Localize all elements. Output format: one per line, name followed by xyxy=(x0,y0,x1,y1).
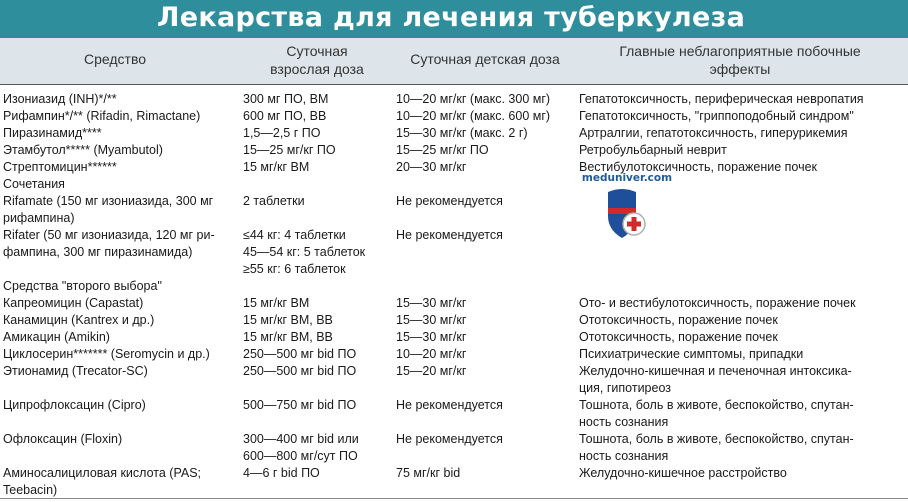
row-14-effects-line-0: Тошнота, боль в животе, беспокойство, спутан- xyxy=(579,398,854,412)
row-2-child: 15—30 мг/кг (макс. 2 г) xyxy=(396,126,528,140)
row-14-child: Не рекомендуется xyxy=(396,398,503,412)
row-16-child: 75 мг/кг bid xyxy=(396,466,461,480)
row-2-drug: Пиразинамид**** xyxy=(3,126,102,140)
meduniver-watermark xyxy=(572,172,682,244)
row-12-effects: Психиатрические симптомы, припадки xyxy=(579,347,804,361)
row-3-adult: 15—25 мг/кг ПО xyxy=(243,143,336,157)
shield-icon xyxy=(572,172,682,244)
header-side-effects-text: Главные неблагоприятные побочные эффекты xyxy=(619,43,861,77)
row-3-effects: Ретробульбарный неврит xyxy=(579,143,727,157)
row-13-effects-line-1: ция, гипотиреоз xyxy=(579,381,671,395)
row-3-drug: Этамбутол***** (Myambutol) xyxy=(3,143,163,157)
row-4-effects: Вестибулотоксичность, поражение почек xyxy=(579,160,818,174)
row-11-effects: Ототоксичность, поражение почек xyxy=(579,330,778,344)
row-11-adult: 15 мг/кг ВМ, ВВ xyxy=(243,330,333,344)
header-child-dose: Суточная детская доза xyxy=(410,51,560,67)
row-9-drug: Капреомицин (Capastat) xyxy=(3,296,144,310)
row-10-effects: Ототоксичность, поражение почек xyxy=(579,313,778,327)
row-0-drug: Изониазид (INH)*/** xyxy=(3,92,117,106)
row-10-adult: 15 мг/кг ВМ, ВВ xyxy=(243,313,333,327)
row-16-drug-line-1: Teebacin) xyxy=(3,483,58,497)
row-7-adult-line-2: ≥55 кг: 6 таблеток xyxy=(243,262,346,276)
row-7-adult-line-0: ≤44 кг: 4 таблетки xyxy=(243,228,346,242)
row-15-drug: Офлоксацин (Floxin) xyxy=(3,432,123,446)
row-2-adult: 1,5—2,5 г ПО xyxy=(243,126,321,140)
row-14-drug: Ципрофлоксацин (Cipro) xyxy=(3,398,146,412)
row-4-adult: 15 мг/кг ВМ xyxy=(243,160,310,174)
row-1-drug: Рифампин*/** (Rifadin, Rimactane) xyxy=(3,109,201,123)
row-13-effects-line-0: Желудочно-кишечная и печеночная интоксика- xyxy=(579,364,852,378)
row-7-child: Не рекомендуется xyxy=(396,228,503,242)
row-15-effects-line-0: Тошнота, боль в животе, беспокойство, спутан- xyxy=(579,432,854,446)
header-drug: Средство xyxy=(83,51,147,67)
row-11-drug: Амикацин (Amikin) xyxy=(3,330,110,344)
row-14-adult: 500—750 мг bid ПО xyxy=(243,398,357,412)
row-15-adult-line-1: 600—800 мг/сут ПО xyxy=(243,449,358,463)
row-6-child: Не рекомендуется xyxy=(396,194,503,208)
row-14-effects-line-1: ность сознания xyxy=(579,415,669,429)
row-0-child: 10—20 мг/кг (макс. 300 мг) xyxy=(396,92,551,106)
bottom-rule xyxy=(0,498,908,499)
page-title: Лекарства для лечения туберкулеза xyxy=(157,2,746,33)
row-16-effects: Желудочно-кишечное расстройство xyxy=(579,466,787,480)
row-15-adult-line-0: 300—400 мг bid или xyxy=(243,432,359,446)
row-3-child: 15—25 мг/кг ПО xyxy=(396,143,489,157)
row-6-drug-line-1: рифампина) xyxy=(3,211,75,225)
row-15-child: Не рекомендуется xyxy=(396,432,503,446)
row-16-adult: 4—6 г bid ПО xyxy=(243,466,320,480)
row-10-child: 15—30 мг/кг xyxy=(396,313,467,327)
row-6-drug-line-0: Rifamate (150 мг изониазида, 300 мг xyxy=(3,194,214,208)
row-4-child: 20—30 мг/кг xyxy=(396,160,467,174)
row-13-adult: 250—500 мг bid ПО xyxy=(243,364,357,378)
row-15-effects-line-1: ность сознания xyxy=(579,449,669,463)
row-13-child: 15—20 мг/кг xyxy=(396,364,467,378)
header-adult-dose-text: Суточная взрослая доза xyxy=(270,43,364,77)
row-0-effects: Гепатотоксичность, периферическая невропатия xyxy=(579,92,864,106)
row-13-drug: Этионамид (Trecator-SC) xyxy=(3,364,148,378)
row-5-drug: Сочетания xyxy=(3,177,65,191)
row-0-adult: 300 мг ПО, ВМ xyxy=(243,92,329,106)
row-8-drug: Средства "второго выбора" xyxy=(3,279,162,293)
row-10-drug: Канамицин (Kantrex и др.) xyxy=(3,313,155,327)
row-6-adult: 2 таблетки xyxy=(243,194,305,208)
row-4-drug: Стрептомицин****** xyxy=(3,160,117,174)
row-11-child: 15—30 мг/кг xyxy=(396,330,467,344)
row-12-drug: Циклосерин******* (Seromycin и др.) xyxy=(3,347,210,361)
row-12-adult: 250—500 мг bid ПО xyxy=(243,347,357,361)
row-1-effects: Гепатотоксичность, "гриппоподобный синдром" xyxy=(579,109,854,123)
table-header xyxy=(0,38,908,85)
title-banner xyxy=(0,0,908,38)
header-adult-dose xyxy=(243,42,391,78)
row-9-child: 15—30 мг/кг xyxy=(396,296,467,310)
header-side-effects xyxy=(580,42,900,78)
row-9-effects: Ото- и вестибулотоксичность, поражение почек xyxy=(579,296,856,310)
row-9-adult: 15 мг/кг ВМ xyxy=(243,296,310,310)
watermark-text: meduniver.com xyxy=(581,172,673,184)
row-16-drug-line-0: Аминосалициловая кислота (PAS; xyxy=(3,466,202,480)
row-2-effects: Артралгии, гепатотоксичность, гиперурикемия xyxy=(579,126,848,140)
row-7-drug-line-1: фампина, 300 мг пиразинамида) xyxy=(3,245,193,259)
row-7-adult-line-1: 45—54 кг: 5 таблеток xyxy=(243,245,366,259)
row-1-child: 10—20 мг/кг (макс. 600 мг) xyxy=(396,109,551,123)
row-12-child: 10—20 мг/кг xyxy=(396,347,467,361)
row-7-drug-line-0: Rifater (50 мг изониазида, 120 мг ри- xyxy=(3,228,215,242)
row-1-adult: 600 мг ПО, ВВ xyxy=(243,109,327,123)
